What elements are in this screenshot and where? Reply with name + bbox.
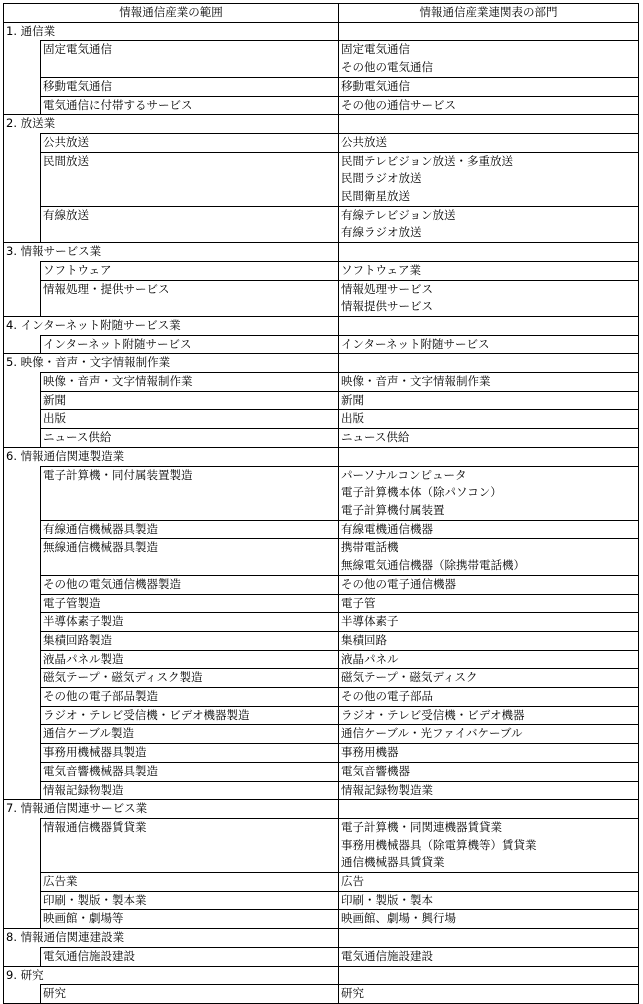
category-label: 6. 情報通信関連製造業 (4, 447, 339, 466)
category-sector-blank (339, 929, 639, 948)
row-indent (4, 725, 41, 744)
scope-cell: 移動電気通信 (41, 77, 339, 96)
sectors-cell (339, 669, 639, 688)
sector-item: その他の通信サービス (341, 97, 456, 112)
row-indent (4, 41, 41, 77)
table-header-row (4, 4, 639, 23)
sectors-cell (339, 744, 639, 763)
scope-cell: 情報処理・提供サービス (41, 280, 339, 316)
table-row (4, 206, 639, 242)
scope-cell: 民間放送 (41, 152, 339, 206)
sector-item: その他の電子部品 (341, 689, 433, 704)
sector-item: 映画館、劇場・興行場 (341, 911, 456, 926)
sector-item: 民間ラジオ放送 (341, 171, 422, 186)
category-row (4, 929, 639, 948)
header-scope: 情報通信産業の範囲 (4, 4, 339, 23)
sectors-cell (339, 206, 639, 242)
sectors-cell (339, 539, 639, 575)
scope-cell: 情報記録物製造 (41, 781, 339, 800)
scope-cell: 印刷・製版・製本業 (41, 891, 339, 910)
scope-cell: 研究 (41, 985, 339, 1004)
sectors-cell (339, 152, 639, 206)
sector-item: 印刷・製版・製本 (341, 892, 433, 907)
sector-item: 電子計算機本体（除パソコン） (341, 485, 502, 500)
scope-cell: 固定電気通信 (41, 41, 339, 77)
row-indent (4, 947, 41, 966)
sector-item: 移動電気通信 (341, 78, 410, 93)
sector-item: 映像・音声・文字情報制作業 (341, 374, 491, 389)
scope-cell: 液晶パネル製造 (41, 650, 339, 669)
scope-cell: ラジオ・テレビ受信機・ビデオ機器製造 (41, 706, 339, 725)
sector-item: ラジオ・テレビ受信機・ビデオ機器 (341, 707, 525, 722)
category-row (4, 800, 639, 819)
table-row (4, 429, 639, 448)
sector-item: インターネット附随サービス (341, 336, 490, 351)
category-label: 8. 情報通信関連建設業 (4, 929, 339, 948)
scope-cell: 出版 (41, 410, 339, 429)
row-indent (4, 391, 41, 410)
row-indent (4, 985, 41, 1004)
sector-item: 広告 (341, 874, 364, 889)
table-row (4, 539, 639, 575)
table-row (4, 891, 639, 910)
sector-item: 情報提供サービス (341, 299, 433, 314)
table-row (4, 873, 639, 892)
scope-cell: 映像・音声・文字情報制作業 (41, 373, 339, 392)
sectors-cell (339, 762, 639, 781)
scope-cell: 事務用機械器具製造 (41, 744, 339, 763)
sectors-cell (339, 631, 639, 650)
scope-cell: 広告業 (41, 873, 339, 892)
table-row (4, 96, 639, 115)
sector-item: 半導体素子 (341, 614, 399, 629)
sector-item: 情報記録物製造業 (341, 782, 433, 797)
scope-cell: 電気音響機械器具製造 (41, 762, 339, 781)
table-row (4, 669, 639, 688)
table-row (4, 781, 639, 800)
sector-item: その他の電子通信機器 (341, 576, 456, 591)
sector-item: 無線電気通信機器（除携帯電話機） (341, 558, 525, 573)
sectors-cell (339, 873, 639, 892)
row-indent (4, 781, 41, 800)
sector-item: ニュース供給 (341, 430, 410, 445)
sector-item: 電気音響機器 (341, 763, 410, 778)
sector-item: 携帯電話機 (341, 540, 399, 555)
sector-item: 電子管 (341, 595, 376, 610)
table-row (4, 706, 639, 725)
sector-item: 液晶パネル (341, 651, 399, 666)
scope-cell: 公共放送 (41, 133, 339, 152)
category-label: 7. 情報通信関連サービス業 (4, 800, 339, 819)
table-row (4, 650, 639, 669)
row-indent (4, 669, 41, 688)
row-indent (4, 594, 41, 613)
row-indent (4, 631, 41, 650)
row-indent (4, 910, 41, 929)
sectors-cell (339, 575, 639, 594)
row-indent (4, 891, 41, 910)
row-indent (4, 706, 41, 725)
sectors-cell (339, 96, 639, 115)
sectors-cell (339, 466, 639, 520)
scope-cell: 集積回路製造 (41, 631, 339, 650)
table-row (4, 744, 639, 763)
sector-item: 公共放送 (341, 134, 387, 149)
row-indent (4, 873, 41, 892)
category-label: 9. 研究 (4, 966, 339, 985)
row-indent (4, 410, 41, 429)
sectors-cell (339, 335, 639, 354)
category-sector-blank (339, 966, 639, 985)
sector-item: 有線ラジオ放送 (341, 225, 422, 240)
sectors-cell (339, 891, 639, 910)
category-sector-blank (339, 22, 639, 41)
row-indent (4, 818, 41, 872)
scope-cell: インターネット附随サービス (41, 335, 339, 354)
sector-item: パーソナルコンピュータ (341, 467, 467, 482)
sectors-cell (339, 613, 639, 632)
sector-item: 通信機械器具賃貸業 (341, 855, 445, 870)
table-row (4, 520, 639, 539)
table-row (4, 77, 639, 96)
sector-item: 民間テレビジョン放送・多重放送 (341, 153, 514, 168)
sectors-cell (339, 410, 639, 429)
sectors-cell (339, 77, 639, 96)
table-row (4, 391, 639, 410)
category-row (4, 316, 639, 335)
sectors-cell (339, 429, 639, 448)
table-row (4, 152, 639, 206)
table-body (4, 22, 639, 1003)
scope-cell: その他の電気通信機器製造 (41, 575, 339, 594)
row-indent (4, 429, 41, 448)
category-label: 5. 映像・音声・文字情報制作業 (4, 354, 339, 373)
sectors-cell (339, 781, 639, 800)
table-row (4, 373, 639, 392)
scope-cell: 無線通信機械器具製造 (41, 539, 339, 575)
scope-cell: 磁気テープ・磁気ディスク製造 (41, 669, 339, 688)
sector-item: 電気通信施設建設 (341, 948, 433, 963)
table-row (4, 631, 639, 650)
scope-cell: 電子管製造 (41, 594, 339, 613)
category-label: 2. 放送業 (4, 115, 339, 134)
sector-item: 研究 (341, 986, 364, 1001)
category-label: 3. 情報サービス業 (4, 243, 339, 262)
table-row (4, 613, 639, 632)
table-row (4, 410, 639, 429)
table-row (4, 133, 639, 152)
table-row (4, 688, 639, 707)
category-row (4, 354, 639, 373)
row-indent (4, 613, 41, 632)
sector-item: 有線テレビジョン放送 (341, 207, 456, 222)
sector-item: 情報処理サービス (341, 281, 433, 296)
category-sector-blank (339, 447, 639, 466)
table-row (4, 280, 639, 316)
table-row (4, 41, 639, 77)
sectors-cell (339, 280, 639, 316)
category-sector-blank (339, 800, 639, 819)
category-row (4, 447, 639, 466)
scope-cell: 有線通信機械器具製造 (41, 520, 339, 539)
category-row (4, 243, 639, 262)
sector-item: その他の電気通信 (341, 60, 433, 75)
header-sectors: 情報通信産業連関表の部門 (339, 4, 639, 23)
sectors-cell (339, 373, 639, 392)
category-sector-blank (339, 354, 639, 373)
category-label: 1. 通信業 (4, 22, 339, 41)
row-indent (4, 152, 41, 206)
sectors-cell (339, 261, 639, 280)
row-indent (4, 539, 41, 575)
table-row (4, 947, 639, 966)
scope-cell: 映画館・劇場等 (41, 910, 339, 929)
table-row (4, 575, 639, 594)
scope-cell: ソフトウェア (41, 261, 339, 280)
row-indent (4, 133, 41, 152)
row-indent (4, 762, 41, 781)
sectors-cell (339, 947, 639, 966)
row-indent (4, 280, 41, 316)
scope-cell: 電子計算機・同付属装置製造 (41, 466, 339, 520)
sector-item: 民間衛星放送 (341, 189, 410, 204)
sectors-cell (339, 520, 639, 539)
sectors-cell (339, 910, 639, 929)
scope-cell: 有線放送 (41, 206, 339, 242)
sector-item: 事務用機器 (341, 745, 399, 760)
table-row (4, 466, 639, 520)
table-row (4, 335, 639, 354)
sector-item: 磁気テープ・磁気ディスク (341, 670, 478, 685)
sector-item: 電子計算機・同関連機器賃貸業 (341, 819, 502, 834)
scope-cell: 半導体素子製造 (41, 613, 339, 632)
scope-cell: ニュース供給 (41, 429, 339, 448)
category-sector-blank (339, 243, 639, 262)
row-indent (4, 261, 41, 280)
table-row (4, 910, 639, 929)
row-indent (4, 77, 41, 96)
industry-scope-table (3, 3, 639, 1004)
table-row (4, 594, 639, 613)
row-indent (4, 575, 41, 594)
category-sector-blank (339, 316, 639, 335)
row-indent (4, 96, 41, 115)
sector-item: 電子計算機付属装置 (341, 502, 445, 517)
scope-cell: 電気通信施設建設 (41, 947, 339, 966)
sector-item: 固定電気通信 (341, 42, 410, 57)
table-row (4, 762, 639, 781)
category-row (4, 115, 639, 134)
category-row (4, 966, 639, 985)
sectors-cell (339, 41, 639, 77)
scope-cell: 通信ケーブル製造 (41, 725, 339, 744)
scope-cell: 電気通信に付帯するサービス (41, 96, 339, 115)
sectors-cell (339, 706, 639, 725)
sector-item: 事務用機械器具（除電算機等）賃貸業 (341, 837, 537, 852)
sector-item: 新聞 (341, 392, 364, 407)
sectors-cell (339, 594, 639, 613)
sector-item: 通信ケーブル・光ファイバケーブル (341, 726, 523, 741)
table-row (4, 725, 639, 744)
scope-cell: その他の電子部品製造 (41, 688, 339, 707)
sectors-cell (339, 985, 639, 1004)
sectors-cell (339, 391, 639, 410)
category-label: 4. インターネット附随サービス業 (4, 316, 339, 335)
sector-item: 出版 (341, 411, 364, 426)
table-row (4, 818, 639, 872)
row-indent (4, 206, 41, 242)
row-indent (4, 373, 41, 392)
row-indent (4, 466, 41, 520)
row-indent (4, 688, 41, 707)
sectors-cell (339, 688, 639, 707)
row-indent (4, 650, 41, 669)
table-row (4, 985, 639, 1004)
row-indent (4, 744, 41, 763)
table-row (4, 261, 639, 280)
scope-cell: 情報通信機器賃貸業 (41, 818, 339, 872)
sector-item: 有線電機通信機器 (341, 521, 433, 536)
sectors-cell (339, 725, 639, 744)
row-indent (4, 335, 41, 354)
scope-cell: 新聞 (41, 391, 339, 410)
category-sector-blank (339, 115, 639, 134)
category-row (4, 22, 639, 41)
sector-item: ソフトウェア業 (341, 262, 422, 277)
row-indent (4, 520, 41, 539)
sectors-cell (339, 650, 639, 669)
sectors-cell (339, 133, 639, 152)
sectors-cell (339, 818, 639, 872)
sector-item: 集積回路 (341, 632, 387, 647)
